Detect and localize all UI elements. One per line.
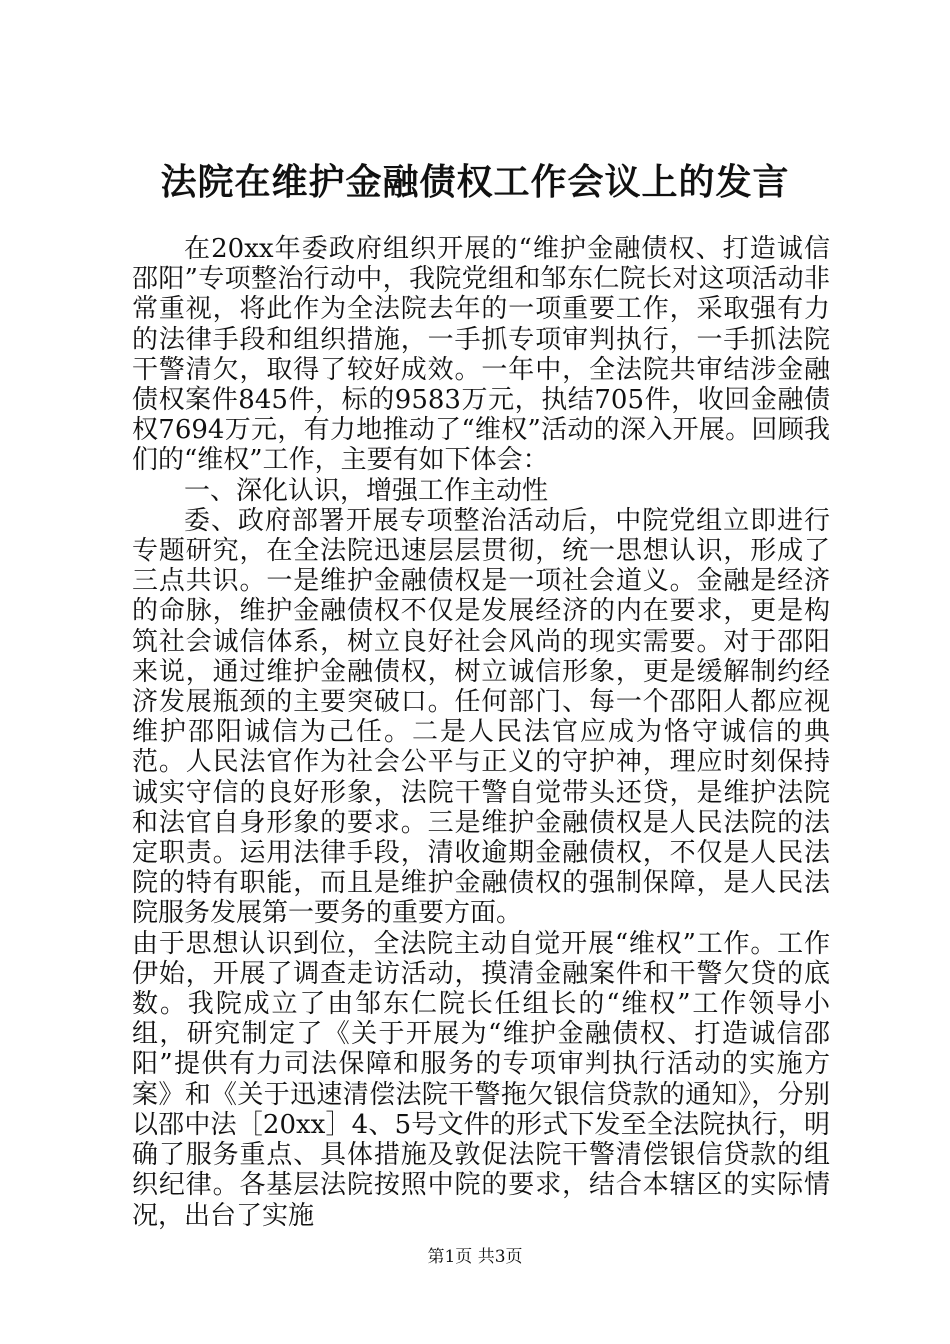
document-title: 法院在维护金融债权工作会议上的发言 xyxy=(160,161,790,203)
paragraph-intro: 在20xx年委政府组织开展的“维护金融债权、打造诚信邵阳”专项整治行动中，我院党组和邹东仁院长对这项活动非常重视，将此作为全法院去年的一项重要工作，采取强有力的法律手段和组织措施，一手抓专项审判执行，一手抓法院干警清欠，取得了较好成效。一年中，全法院共审结涉金融债权案件845件，标的9583万元，执结705件，收回金融债权7694万元，有力地推动了“维权”活动的深入开展。回顾我们的“维权”工作，主要有如下体会： xyxy=(132,234,830,476)
paragraph-implementation: 由于思想认识到位，全法院主动自觉开展“维权”工作。工作伊始，开展了调查走访活动，摸清金融案件和干警欠贷的底数。我院成立了由邹东仁院长任组长的“维权”工作领导小组，研究制定了《关于开展为“维护金融债权、打造诚信邵阳”提供有力司法保障和服务的专项审判执行活动的实施方案》和《关于迅速清偿法院干警拖欠银信贷款的通知》，分别以邵中法［20xx］4、5号文件的形式下发至全法院执行，明确了服务重点、具体措施及敦促法院干警清偿银信贷款的组织纪律。各基层法院按照中院的要求，结合本辖区的实际情况，出台了实施 xyxy=(132,928,830,1231)
section-heading-1: 一、深化认识，增强工作主动性 xyxy=(184,475,549,506)
paragraph-consensus: 委、政府部署开展专项整治活动后，中院党组立即进行专题研究，在全法院迅速层层贯彻，统一思想认识，形成了三点共识。一是维护金融债权是一项社会道义。金融是经济的命脉，维护金融债权不仅是发展经济的内在要求，更是构筑社会诚信体系，树立良好社会风尚的现实需要。对于邵阳来说，通过维护金融债权，树立诚信形象，更是缓解制约经济发展瓶颈的主要突破口。任何部门、每一个邵阳人都应视维护邵阳诚信为己任。二是人民法官应成为恪守诚信的典范。人民法官作为社会公平与正义的守护神，理应时刻保持诚实守信的良好形象，法院干警自觉带头还贷，是维护法院和法官自身形象的要求。三是维护金融债权是人民法院的法定职责。运用法律手段，清收逾期金融债权，不仅是人民法院的特有职能，而且是维护金融债权的强制保障，是人民法院服务发展第一要务的重要方面。 xyxy=(132,505,830,929)
document-body xyxy=(132,234,830,1231)
page-footer: 第1页 共3页 xyxy=(427,1247,523,1267)
